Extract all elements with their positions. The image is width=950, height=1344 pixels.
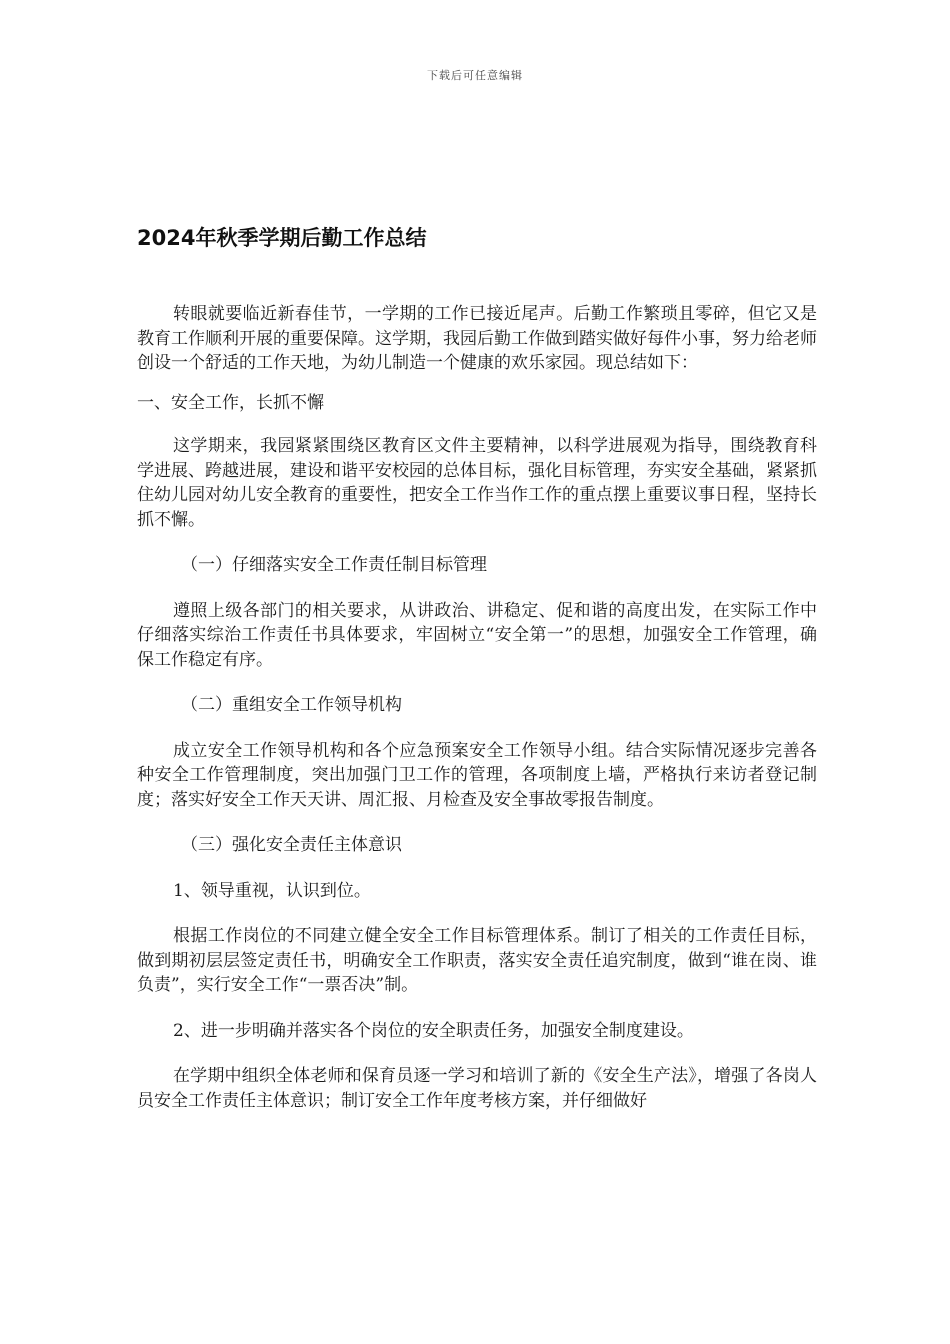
subsection-2-paragraph: 成立安全工作领导机构和各个应急预案安全工作领导小组。结合实际情况逐步完善各种安全工作管理制度，突出加强门卫工作的管理，各项制度上墙，严格执行来访者登记制度；落实好安全工作天天讲、周汇报、月检查及安全事故零报告制度。 <box>137 740 817 810</box>
subsection-heading-3: （三）强化安全责任主体意识 <box>181 835 402 855</box>
subsection-heading-2: （二）重组安全工作领导机构 <box>181 695 402 715</box>
document-title: 2024年秋季学期后勤工作总结 <box>137 226 427 250</box>
list-item-1-paragraph: 根据工作岗位的不同建立健全安全工作目标管理体系。制订了相关的工作责任目标，做到期初层层签定责任书，明确安全工作职责，落实安全责任追究制度，做到“谁在岗、谁负责”，实行安全工作“一票否决”制。 <box>137 926 817 995</box>
list-item-2-paragraph: 在学期中组织全体老师和保育员逐一学习和培训了新的《安全生产法》，增强了各岗人员安全工作责任主体意识；制订安全工作年度考核方案，并仔细做好 <box>137 1066 817 1111</box>
list-item-1: 1、领导重视，认识到位。 <box>173 880 371 901</box>
section-heading-safety: 一、安全工作，长抓不懈 <box>137 392 324 413</box>
list-item-2: 2、进一步明确并落实各个岗位的安全职责任务，加强安全制度建设。 <box>173 1020 694 1041</box>
header-note: 下载后可任意编辑 <box>427 69 523 82</box>
intro-paragraph: 转眼就要临近新春佳节，一学期的工作已接近尾声。后勤工作繁琐且零碎，但它又是教育工作顺利开展的重要保障。这学期，我园后勤工作做到踏实做好每件小事，努力给老师创设一个舒适的工作天地，为幼儿制造一个健康的欢乐家园。现总结如下： <box>137 304 817 373</box>
subsection-heading-1: （一）仔细落实安全工作责任制目标管理 <box>181 555 487 575</box>
document-body <box>137 302 817 1134</box>
safety-paragraph: 这学期来，我园紧紧围绕区教育区文件主要精神，以科学进展观为指导，围绕教育科学进展、跨越进展，建设和谐平安校园的总体目标，强化目标管理，夯实安全基础，紧紧抓住幼儿园对幼儿安全教育的重要性，把安全工作当作工作的重点摆上重要议事日程，坚持长抓不懈。 <box>137 436 817 530</box>
subsection-1-paragraph: 遵照上级各部门的相关要求，从讲政治、讲稳定、促和谐的高度出发，在实际工作中仔细落实综治工作责任书具体要求，牢固树立“安全第一”的思想，加强安全工作管理，确保工作稳定有序。 <box>137 600 817 670</box>
